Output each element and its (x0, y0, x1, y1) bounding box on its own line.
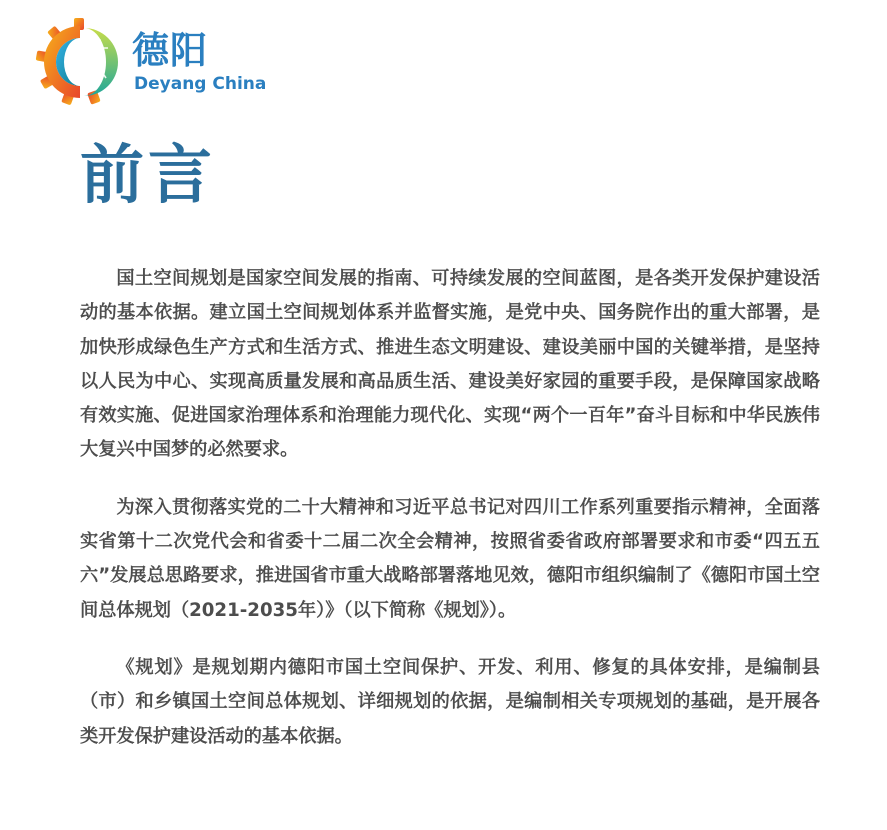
paragraph-1: 国土空间规划是国家空间发展的指南、可持续发展的空间蓝图，是各类开发保护建设活动的基本依据。建立国土空间规划体系并监督实施，是党中央、国务院作出的重大部署，是加快形成绿色生产方式和生活方式、推进生态文明建设、建设美丽中国的关键举措，是坚持以人民为中心、实现高质量发展和高品质生活、建设美好家园的重要手段，是保障国家战略有效实施、促进国家治理体系和治理能力现代化、实现“两个一百年”奋斗目标和中华民族伟大复兴中国梦的必然要求。 (80, 268, 820, 461)
logo-text (132, 29, 266, 95)
page-title: 前言 (80, 138, 216, 213)
preface-content (80, 262, 820, 777)
logo-name-en: Deyang China (134, 74, 267, 94)
paragraph-3: 《规划》是规划期内德阳市国土空间保护、开发、利用、修复的具体安排，是编制县（市）和乡镇国土空间总体规划、详细规划的依据，是编制相关专项规划的基础，是开展各类开发保护建设活动的基本依据。 (80, 656, 820, 747)
header (34, 16, 266, 108)
paragraph-2: 为深入贯彻落实党的二十大精神和习近平总书记对四川工作系列重要指示精神，全面落实省第十二次党代会和省委十二届二次全会精神，按照省委省政府部署要求和市委“四五五六”发展总思路要求，推进国省市重大战略部署落地见效，德阳市组织编制了《德阳市国土空间总体规划（2021-2035年）》（以下简称《规划》）。 (80, 496, 820, 621)
logo-name-cn: 德阳 (132, 29, 208, 72)
deyang-gear-logo-icon (34, 16, 126, 108)
